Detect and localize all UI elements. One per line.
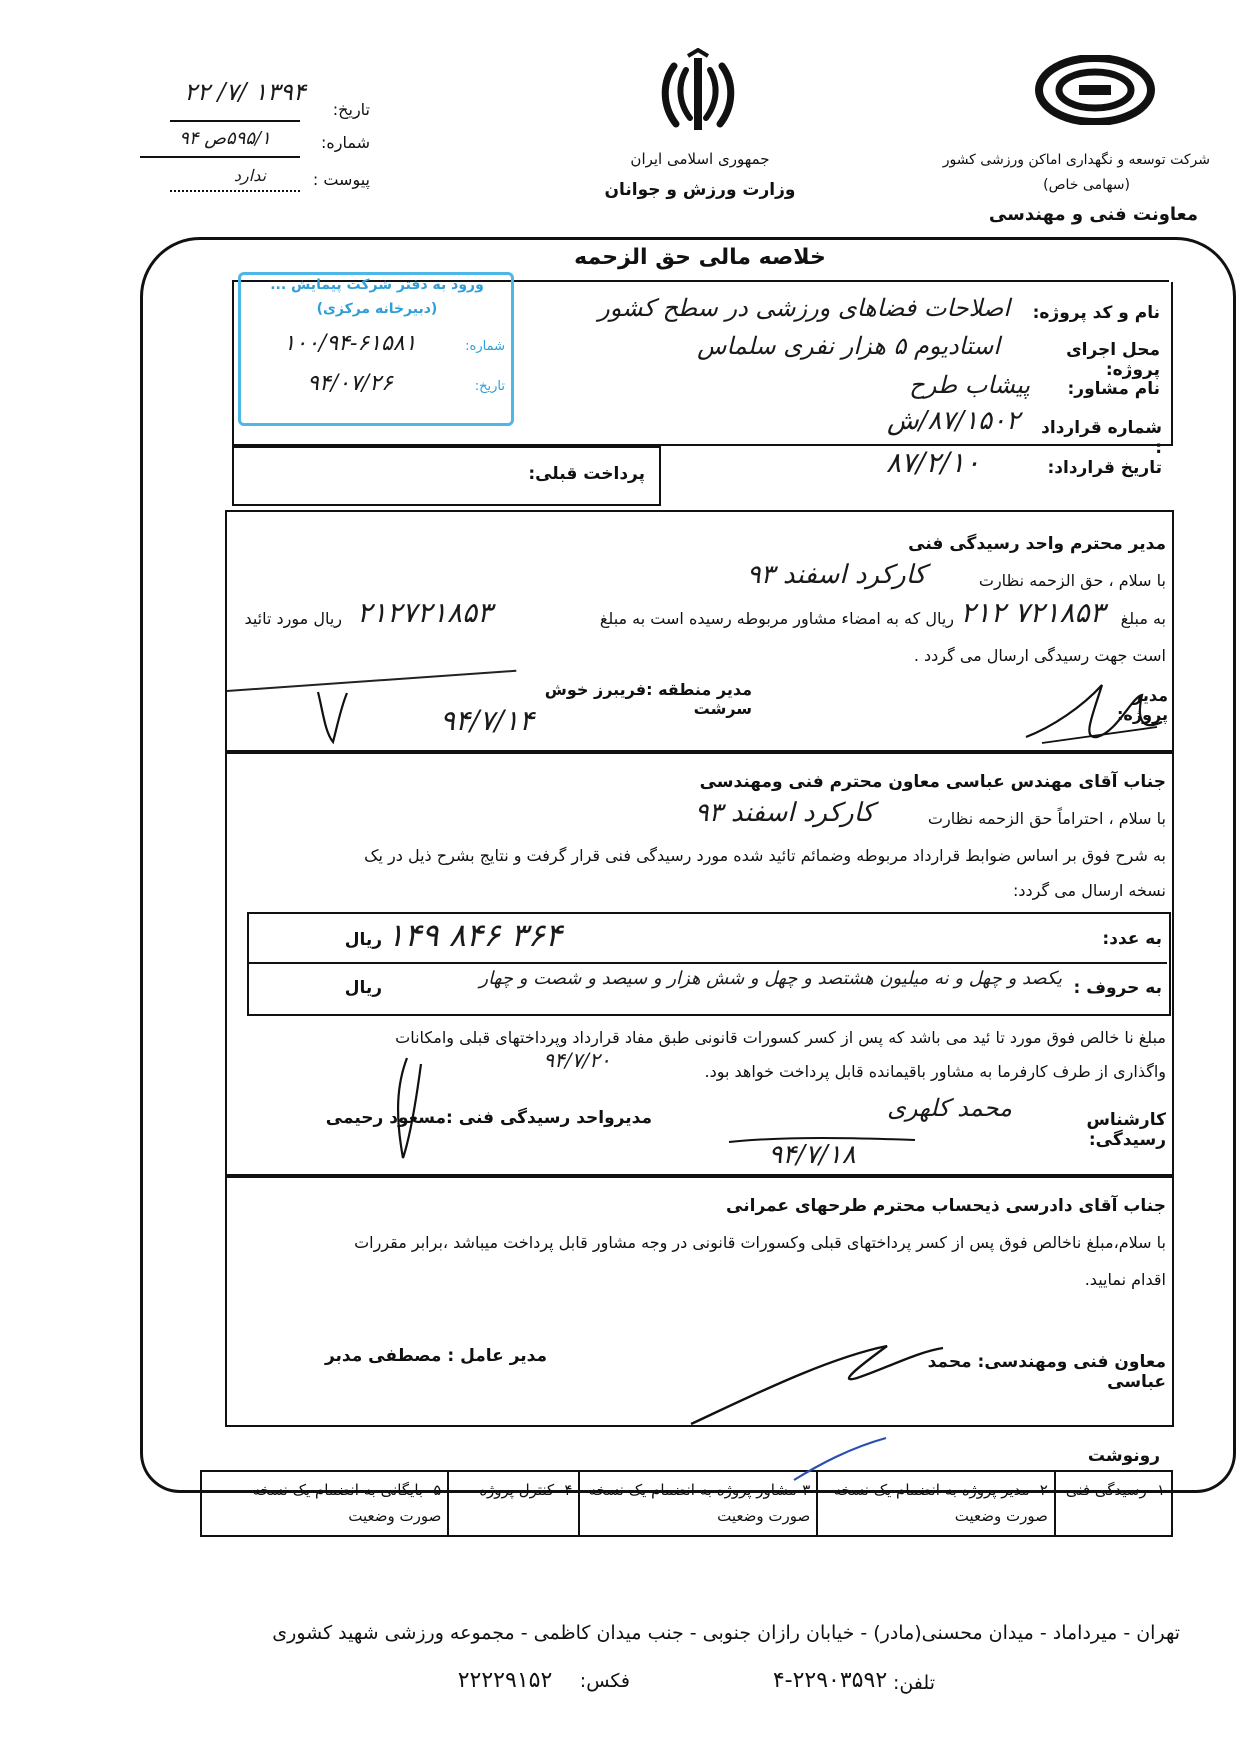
section1-line3: است جهت رسیدگی ارسال می گردد . (913, 646, 1166, 665)
section1-line2-a: به مبلغ (1120, 609, 1166, 628)
technical-review-request-section (225, 510, 1174, 752)
project-name-value: اصلاحات فضاهای ورزشی در سطح کشور (598, 294, 1010, 322)
attachment-underline (170, 190, 300, 192)
amount-words-value: یکصد و چهل و نه میلیون هشتصد و چهل و شش هزار و سیصد و شصت و چهار (479, 968, 1062, 989)
copy-item: ۲- مدیر پروژه به انضمام یک نسخه صورت وضعیت (817, 1471, 1055, 1536)
consultant-value: پیشاب طرح (909, 371, 1030, 399)
contract-number-label: شماره قرارداد : (1041, 418, 1162, 458)
section2-line3: نسخه ارسال می گردد: (1013, 881, 1166, 900)
iran-emblem-icon (660, 48, 736, 140)
number-value: ۵۹۵/۱ص ۹۴ (179, 128, 271, 149)
review-unit-manager-signature-icon (377, 1054, 437, 1164)
copies-label: رونوشت (1087, 1446, 1160, 1466)
section2-line1-handwritten: کارکرد اسفند ۹۳ (694, 798, 874, 828)
attachment-label: پیوست : (312, 170, 370, 189)
stamp-date-label: تاریخ: (474, 379, 505, 394)
review-expert-date: ۹۴/۷/۱۸ (768, 1140, 856, 1170)
section2-heading: جناب آقای مهندس عباسی معاون محترم فنی ومهندسی (699, 772, 1166, 792)
stamp-date-value: ۹۴/۰۷/۲۶ (307, 371, 393, 396)
stamp-line1: ورود به دفتر شرکت پیمایش ... (270, 277, 484, 293)
section1-line1-prefix: با سلام ، حق الزحمه نظارت (978, 571, 1166, 590)
copy-item: ۳-مشاور پروژه به انضمام یک نسخه صورت وضعیت (579, 1471, 817, 1536)
region-manager-strike (227, 670, 516, 692)
contract-date-label: تاریخ قرارداد: (1047, 458, 1162, 478)
project-manager-label: مدیر پروژه: (1117, 686, 1168, 724)
section1-line2-b: ریال که به امضاء مشاور مربوطه رسیده است به مبلغ (599, 609, 954, 628)
number-underline (140, 156, 300, 158)
footer-fax-label: فکس: (579, 1670, 630, 1692)
region-manager-signature-icon (313, 687, 353, 747)
form-title: خلاصه مالی حق الزحمه (574, 245, 826, 270)
registration-stamp (238, 272, 514, 426)
date-underline (170, 120, 300, 122)
contract-date-value: ۸۷/۲/۱۰ (885, 446, 980, 479)
section1-line2-c: ریال مورد تائید (244, 609, 342, 628)
review-unit-manager: مدیرواحد رسیدگی فنی :مسعود رحیمی (325, 1108, 652, 1128)
project-manager-signature-icon (1022, 677, 1167, 752)
ceo-name: مدیر عامل : مصطفی مدبر (324, 1346, 547, 1366)
copy-item: ۵- بایگانی به انضمام یک نسخه صورت وضعیت (201, 1471, 448, 1536)
consultant-label: نام مشاور: (1067, 379, 1160, 399)
section2-note2-date: ۹۴/۷/۲۰ (543, 1048, 611, 1072)
amount-numeric-label: به عدد: (1102, 929, 1162, 949)
company-department: معاونت فنی و مهندسی (988, 204, 1198, 225)
footer-fax-value: ۲۲۲۲۹۱۵۲ (457, 1668, 553, 1693)
technical-review-result-section (225, 752, 1174, 1176)
company-name: شرکت توسعه و نگهداری اماکن ورزشی کشور (942, 152, 1210, 168)
section3-line2: اقدام نمایید. (1084, 1270, 1166, 1289)
date-label: تاریخ: (332, 100, 370, 119)
amount-numeric-unit: ریال (344, 930, 382, 950)
section2-note2: واگذاری از طرف کارفرما به مشاور باقیمانده قابل پرداخت خواهد بود. (704, 1062, 1166, 1081)
deputy-name: معاون فنی ومهندسی: محمد عباسی (927, 1352, 1166, 1392)
project-name-label: نام و کد پروژه: (1032, 303, 1160, 323)
amount-box-divider (247, 962, 1167, 964)
region-manager: مدیر منطقه :فریبرز خوش سرشت (544, 680, 752, 718)
ministry-title: وزارت ورزش و جوانان (604, 180, 796, 200)
amount-words-unit: ریال (344, 978, 382, 998)
copies-check-mark-icon (790, 1434, 890, 1484)
footer-address: تهران - میرداماد - میدان محسنی(مادر) - خیابان رازان جنوبی - جنب میدان کاظمی - مجموعه ورزشی شهید کشوری (272, 1622, 1180, 1644)
region-manager-date: ۹۴/۷/۱۴ (439, 704, 535, 737)
treasury-section (225, 1176, 1174, 1427)
stamp-number-value: ۱۰۰/۹۴-۶۱۵۸۱ (283, 331, 417, 356)
company-logo-icon (1035, 55, 1155, 125)
stamp-number-label: شماره: (465, 339, 505, 354)
amount-numeric-value: ۱۴۹ ۸۴۶ ۳۶۴ (387, 916, 563, 954)
deputy-signature-icon (687, 1338, 947, 1428)
company-type: (سهامی خاص) (1043, 177, 1130, 193)
republic-title: جمهوری اسلامی ایران (630, 150, 770, 168)
amount-box (247, 912, 1171, 1016)
review-expert-date-underline-icon (727, 1134, 917, 1174)
section1-heading: مدیر محترم واحد رسیدگی فنی (908, 534, 1166, 554)
review-expert-label: کارشناس رسیدگی: (1086, 1110, 1166, 1150)
section1-line1-handwritten: کارکرد اسفند ۹۳ (746, 560, 926, 590)
section2-line2: به شرح فوق بر اساس ضوابط قرارداد مربوطه وضمائم تائید شده مورد رسیدگی فنی قرار گرفت و نتایج بشرح ذیل در یک (364, 846, 1166, 865)
previous-payment-label: پرداخت قبلی: (528, 464, 645, 484)
footer-phone-label: تلفن: (892, 1672, 935, 1694)
section2-note1: مبلغ نا خالص فوق مورد تا ئید می باشد که پس از کسر کسورات قانونی طبق مفاد قرارداد وپرداختهای قبلی وامکانات (395, 1028, 1166, 1047)
footer-phone-value: ۴-۲۲۹۰۳۵۹۲ (772, 1668, 888, 1693)
copy-item: ۴- کنترل پروژه (448, 1471, 579, 1536)
project-location-label: محل اجرای پروژه: (1066, 340, 1160, 380)
section3-line1: با سلام،مبلغ ناخالص فوق پس از کسر پرداختهای قبلی وکسورات قانونی در وجه مشاور قابل پرداخت میباشد ،برابر مقررات (354, 1233, 1166, 1252)
project-location-value: استادیوم ۵ هزار نفری سلماس (697, 332, 1000, 360)
review-expert-signature: محمد کلهری (887, 1094, 1012, 1122)
copy-item: ۱- رسیدگی فنی (1055, 1471, 1172, 1536)
amount-words-label: به حروف : (1073, 978, 1162, 998)
number-label: شماره: (320, 133, 370, 152)
section3-heading: جناب آقای دادرسی ذیحساب محترم طرحهای عمرانی (726, 1196, 1166, 1216)
contract-number-value: ۸۷/۱۵۰۲/ش (886, 406, 1020, 436)
section2-line1-prefix: با سلام ، احتراماً حق الزحمه نظارت (927, 809, 1166, 828)
section1-amount-consultant: ۲۱۲ ۷۲۱۸۵۳ (960, 596, 1105, 629)
stamp-line2: (دبیرخانه مرکزی) (316, 301, 438, 317)
copies-table (200, 1470, 1173, 1537)
attachment-value: ندارد (233, 166, 267, 185)
date-value: ۱۳۹۴ /۷/ ۲۲ (184, 78, 306, 106)
section1-amount-approved: ۲۱۲۷۲۱۸۵۳ (356, 596, 493, 629)
